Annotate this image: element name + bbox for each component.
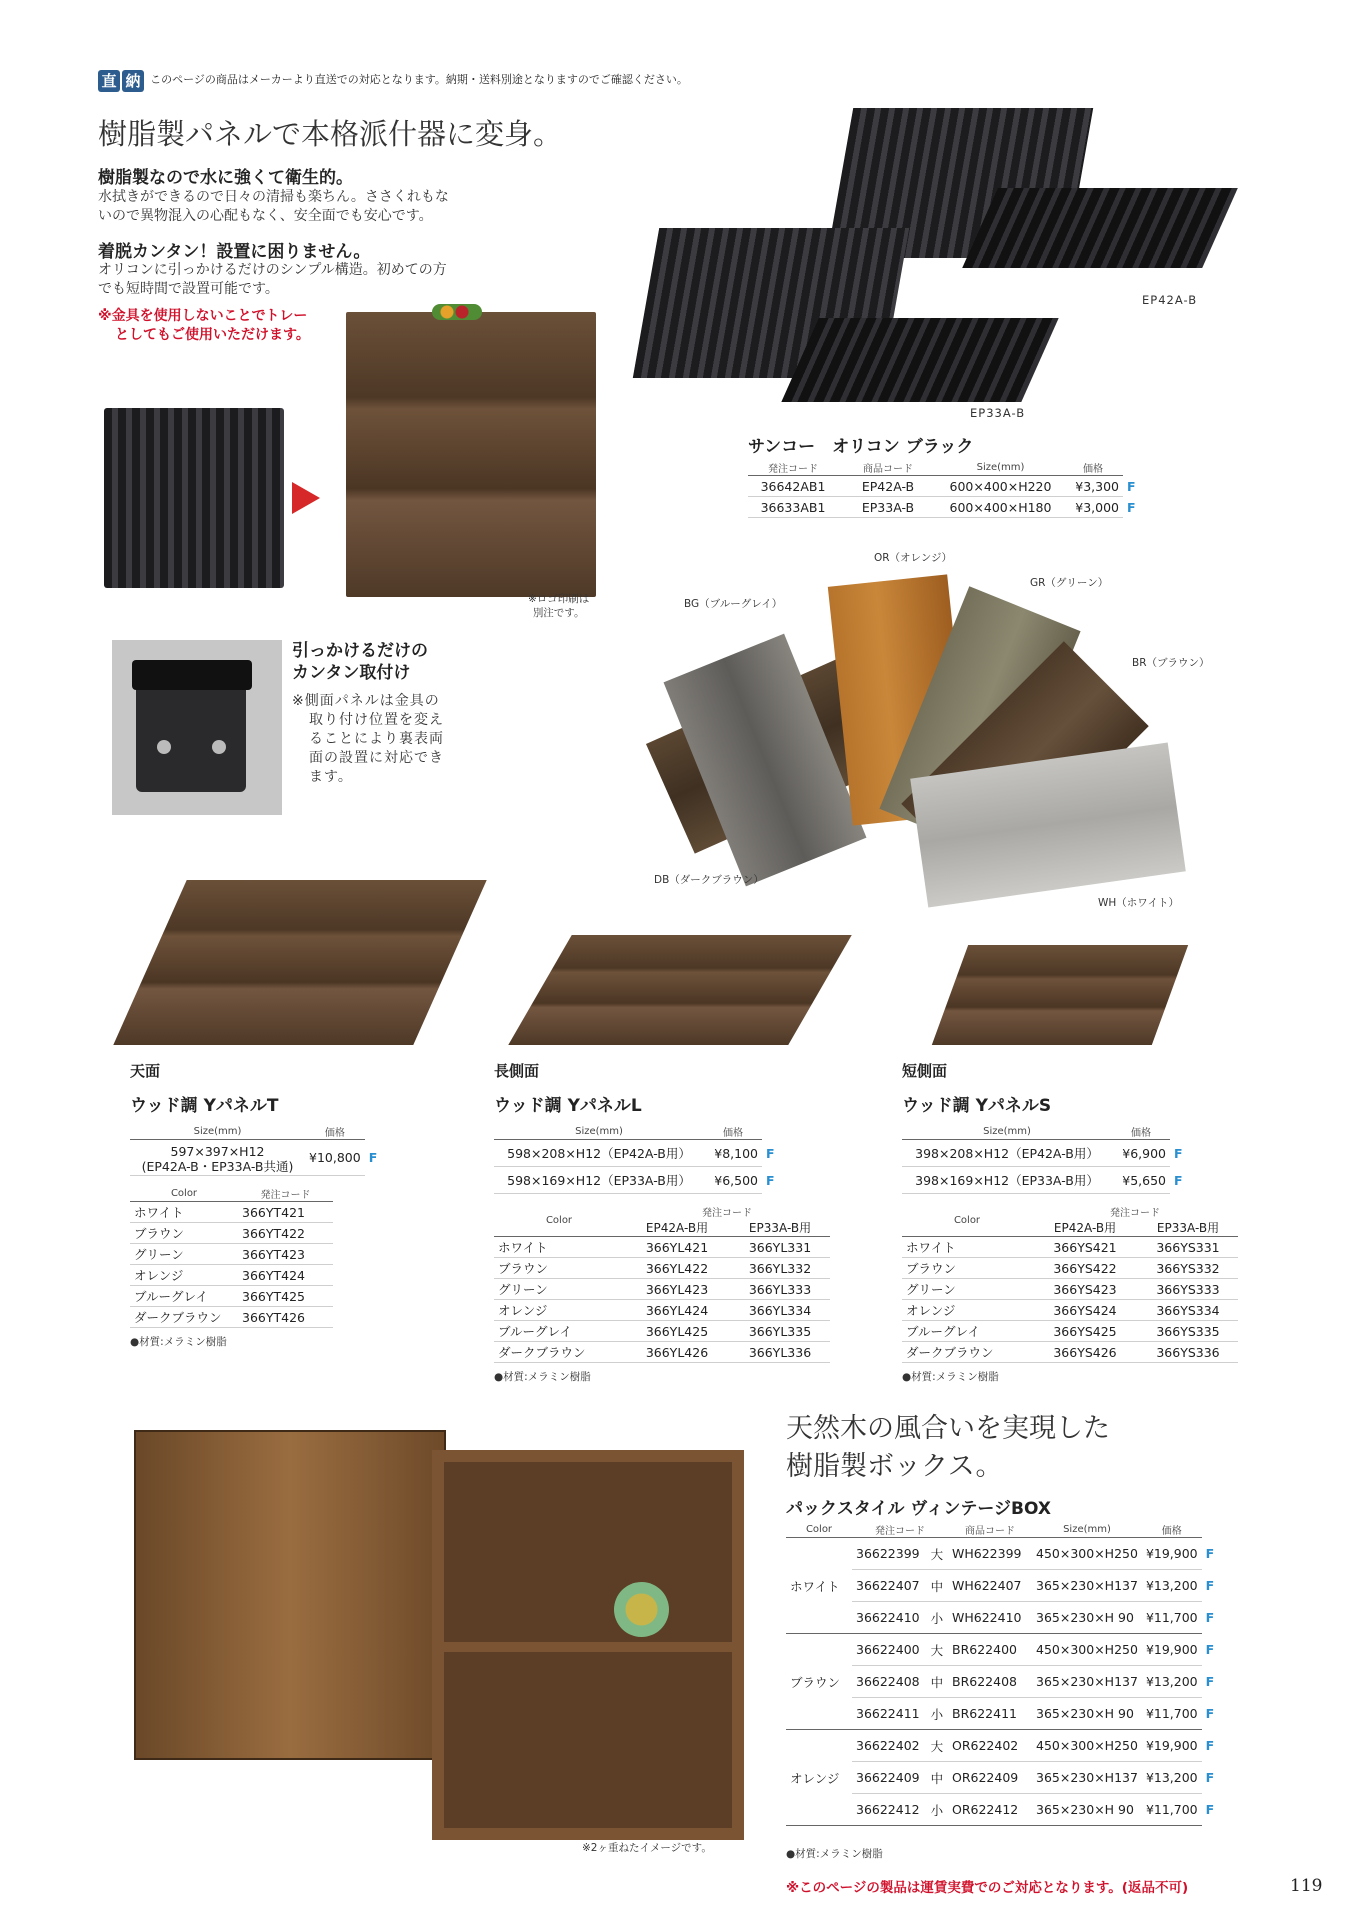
table-row	[902, 1258, 1238, 1279]
box-title	[786, 1410, 1110, 1486]
product-code: BR622411	[948, 1698, 1032, 1730]
intro-paragraph-1	[98, 188, 449, 226]
size: 365×230×H137	[1032, 1762, 1142, 1794]
order-code: 36622409	[852, 1762, 927, 1794]
table-row	[494, 1300, 830, 1321]
color: ダークブラウン	[494, 1342, 624, 1363]
th-order-code: 発注コード	[1110, 1208, 1160, 1219]
size-class: 大	[927, 1634, 948, 1666]
table-row	[130, 1223, 333, 1244]
order-code: 366YL333	[730, 1279, 830, 1300]
table-row	[902, 1342, 1238, 1363]
size-class: 小	[927, 1794, 948, 1826]
price: ¥19,900	[1142, 1538, 1202, 1570]
color: ブラウン	[786, 1634, 852, 1730]
product-code: WH622410	[948, 1602, 1032, 1634]
th-price: 価格	[1063, 460, 1123, 476]
box-material: ●材質:メラミン樹脂	[786, 1848, 883, 1860]
order-code: 366YL335	[730, 1321, 830, 1342]
box-stack-front-image	[134, 1430, 446, 1760]
order-code: 36622407	[852, 1570, 927, 1602]
lid-ep42-image	[962, 188, 1238, 268]
order-code: 366YL425	[624, 1321, 730, 1342]
f-mark: F	[766, 1145, 775, 1161]
th-price: 価格	[305, 1124, 365, 1140]
logo-note-line2: 別注です。	[532, 607, 585, 619]
size: 365×230×H 90	[1032, 1698, 1142, 1730]
th-order-code: 発注コード	[852, 1522, 948, 1538]
panel-l-name: ウッド調 YパネルL	[494, 1096, 642, 1116]
color: ダークブラウン	[130, 1307, 238, 1328]
panel-l-section	[494, 1060, 830, 1384]
header-notice	[98, 70, 688, 92]
table-row	[130, 1140, 381, 1176]
color: ブルーグレイ	[902, 1321, 1032, 1342]
panel-t-section	[130, 1060, 381, 1349]
th-price: 価格	[1142, 1522, 1202, 1538]
size	[130, 1140, 305, 1176]
price: ¥6,500	[704, 1167, 762, 1194]
th-ep33: EP33A-B用	[730, 1219, 830, 1237]
th-ep42: EP42A-B用	[624, 1219, 730, 1237]
table-row	[902, 1140, 1187, 1167]
table-row	[902, 1300, 1238, 1321]
page-number: 119	[1290, 1876, 1323, 1896]
panel-l-color-table	[494, 1204, 830, 1363]
size-class: 大	[927, 1538, 948, 1570]
product-code: BR622408	[948, 1666, 1032, 1698]
order-code: 366YL331	[730, 1237, 830, 1258]
color: ホワイト	[786, 1538, 852, 1634]
size: 598×169×H12（EP33A-B用）	[494, 1167, 704, 1194]
order-code: 366YS336	[1138, 1342, 1238, 1363]
box-stack-open-image	[432, 1450, 744, 1840]
color-label-db: DB（ダークブラウン）	[654, 874, 764, 886]
table-row	[494, 1167, 779, 1194]
color: ホワイト	[902, 1237, 1032, 1258]
panel-s-material: ●材質:メラミン樹脂	[902, 1371, 999, 1383]
table-row	[494, 1279, 830, 1300]
size-class: 中	[927, 1762, 948, 1794]
panel-t-color-table	[130, 1186, 333, 1328]
product-code: EP42A-B	[838, 476, 938, 497]
f-mark: F	[1127, 478, 1136, 494]
oricon-table	[748, 460, 1140, 518]
stack-note: ※2ヶ重ねたイメージです。	[582, 1842, 712, 1854]
tray-note-line2: としてもご使用いただけます。	[115, 327, 310, 343]
price: ¥19,900	[1142, 1634, 1202, 1666]
price: ¥11,700	[1142, 1794, 1202, 1826]
panel-s-image	[932, 945, 1188, 1045]
table-row	[902, 1237, 1238, 1258]
size: 450×300×H250	[1032, 1730, 1142, 1762]
order-code: 366YS331	[1138, 1237, 1238, 1258]
hook-title-line1: 引っかけるだけの	[292, 641, 428, 661]
th-order-code: 発注コード	[748, 460, 838, 476]
price: ¥8,100	[704, 1140, 762, 1167]
panel-t-section-label: 天面	[130, 1062, 161, 1080]
arrow-right-icon	[292, 482, 320, 514]
th-size: Size(mm)	[130, 1124, 305, 1140]
order-code: 366YS335	[1138, 1321, 1238, 1342]
box-title-line1: 天然木の風合いを実現した	[786, 1413, 1110, 1444]
th-order-code: 発注コード	[238, 1186, 333, 1202]
color: オレンジ	[902, 1300, 1032, 1321]
color: ブラウン	[494, 1258, 624, 1279]
direct-badge: 直	[98, 70, 120, 92]
box-table	[786, 1522, 1218, 1826]
order-code: 366YL424	[624, 1300, 730, 1321]
f-mark: F	[1205, 1738, 1215, 1753]
table-row	[902, 1279, 1238, 1300]
intro-p1-line1: 水拭きができるので日々の清掃も楽ちん。ささくれもな	[98, 189, 449, 205]
size-line2: (EP42A-B・EP33A-B共通)	[141, 1159, 294, 1174]
order-code: 366YT423	[238, 1244, 333, 1265]
table-row	[494, 1140, 779, 1167]
size: 450×300×H250	[1032, 1634, 1142, 1666]
f-mark: F	[1205, 1674, 1215, 1689]
price: ¥13,200	[1142, 1762, 1202, 1794]
table-row	[748, 497, 1140, 518]
table-row	[902, 1321, 1238, 1342]
panel-s-section	[902, 1060, 1238, 1384]
intro-p1-line2: いので異物混入の心配もなく、安全面でも安心です。	[98, 208, 433, 224]
size-class: 中	[927, 1570, 948, 1602]
order-code: 366YT426	[238, 1307, 333, 1328]
color: ブラウン	[130, 1223, 238, 1244]
price: ¥5,650	[1112, 1167, 1170, 1194]
size: 365×230×H 90	[1032, 1794, 1142, 1826]
color: オレンジ	[786, 1730, 852, 1826]
order-code: 36642AB1	[748, 476, 838, 497]
panel-s-size-table	[902, 1124, 1187, 1194]
order-code: 366YL421	[624, 1237, 730, 1258]
table-row	[786, 1730, 1218, 1762]
f-mark: F	[766, 1172, 775, 1188]
hook-note-line: ※側面パネルは金具の	[292, 693, 440, 709]
size: 398×208×H12（EP42A-B用）	[902, 1140, 1112, 1167]
price: ¥19,900	[1142, 1730, 1202, 1762]
order-code: 366YL422	[624, 1258, 730, 1279]
th-size: Size(mm)	[494, 1124, 704, 1140]
price: ¥3,300	[1063, 476, 1123, 497]
th-product-code: 商品コード	[838, 460, 938, 476]
box-title-line2: 樹脂製ボックス。	[786, 1451, 1003, 1482]
color-label-or: OR（オレンジ）	[874, 552, 953, 564]
panel-l-material: ●材質:メラミン樹脂	[494, 1371, 591, 1383]
price: ¥11,700	[1142, 1602, 1202, 1634]
th-color: Color	[130, 1186, 238, 1202]
size-line1: 597×397×H12	[170, 1144, 265, 1159]
hook-note-line: 取り付け位置を変え	[309, 712, 444, 728]
f-mark: F	[1127, 499, 1136, 515]
table-row	[494, 1342, 830, 1363]
th-color: Color	[902, 1204, 1032, 1237]
product-code: WH622407	[948, 1570, 1032, 1602]
order-code: 366YS423	[1032, 1279, 1138, 1300]
size: 450×300×H250	[1032, 1538, 1142, 1570]
th-size: Size(mm)	[938, 460, 1063, 476]
price: ¥11,700	[1142, 1698, 1202, 1730]
table-row	[786, 1538, 1218, 1570]
price: ¥10,800	[305, 1140, 365, 1176]
size: 365×230×H137	[1032, 1666, 1142, 1698]
order-code: 366YL332	[730, 1258, 830, 1279]
color: ブルーグレイ	[130, 1286, 238, 1307]
table-row	[494, 1321, 830, 1342]
product-code: EP33A-B	[838, 497, 938, 518]
color-label-br: BR（ブラウン）	[1132, 657, 1210, 669]
color-label-wh: WH（ホワイト）	[1098, 897, 1179, 909]
delivery-badge: 納	[122, 70, 144, 92]
tray-note-line1: ※金具を使用しないことでトレー	[98, 308, 308, 324]
panel-l-image	[508, 935, 852, 1045]
color: オレンジ	[130, 1265, 238, 1286]
th-color: Color	[494, 1204, 624, 1237]
f-mark: F	[1174, 1172, 1183, 1188]
f-mark: F	[1205, 1578, 1215, 1593]
color: ホワイト	[130, 1202, 238, 1223]
panel-s-color-table	[902, 1204, 1238, 1363]
f-mark: F	[1205, 1706, 1215, 1721]
color: グリーン	[130, 1244, 238, 1265]
size-class: 小	[927, 1602, 948, 1634]
order-code: 366YS425	[1032, 1321, 1138, 1342]
crate-ep42-label: EP42A-B	[1142, 293, 1198, 307]
table-row	[902, 1167, 1187, 1194]
f-mark: F	[1205, 1546, 1215, 1561]
th-ep42: EP42A-B用	[1032, 1219, 1138, 1237]
hook-title-line2: カンタン取付け	[292, 663, 411, 683]
color: ホワイト	[494, 1237, 624, 1258]
size: 365×230×H 90	[1032, 1602, 1142, 1634]
order-code: 366YS333	[1138, 1279, 1238, 1300]
order-code: 366YS426	[1032, 1342, 1138, 1363]
th-price: 価格	[704, 1124, 762, 1140]
logo-note-line1: ※ロゴ印刷は	[528, 593, 590, 605]
footer-note: ※このページの製品は運賃実費でのご対応となります。(返品不可)	[786, 1880, 1189, 1896]
order-code: 366YL423	[624, 1279, 730, 1300]
size: 398×169×H12（EP33A-B用）	[902, 1167, 1112, 1194]
lid-ep33-image	[781, 318, 1058, 402]
hook-note-line: 面の設置に対応でき	[309, 750, 444, 766]
th-product-code: 商品コード	[948, 1522, 1032, 1538]
size: 365×230×H137	[1032, 1570, 1142, 1602]
order-code: 366YS334	[1138, 1300, 1238, 1321]
order-code: 36633AB1	[748, 497, 838, 518]
intro-heading-2: 着脱カンタン！設置に困りません。	[98, 242, 371, 262]
table-row	[130, 1286, 333, 1307]
intro-heading-1: 樹脂製なので水に強くて衛生的。	[98, 168, 353, 188]
box-name: パックスタイル ヴィンテージBOX	[786, 1499, 1051, 1519]
crate-ep33-label: EP33A-B	[970, 406, 1026, 420]
table-row	[494, 1258, 830, 1279]
order-code: 366YS424	[1032, 1300, 1138, 1321]
order-code: 366YS421	[1032, 1237, 1138, 1258]
panel-t-name: ウッド調 YパネルT	[130, 1096, 279, 1116]
product-code: OR622412	[948, 1794, 1032, 1826]
intro-p2-line1: オリコンに引っかけるだけのシンプル構造。初めての方	[98, 262, 447, 278]
hook-note-line: ることにより裏表両	[309, 731, 444, 747]
size-class: 中	[927, 1666, 948, 1698]
panel-t-size-table	[130, 1124, 381, 1176]
oricon-title: サンコー オリコン ブラック	[748, 437, 974, 457]
th-size: Size(mm)	[1032, 1522, 1142, 1538]
color: ダークブラウン	[902, 1342, 1032, 1363]
order-code: 36622402	[852, 1730, 927, 1762]
order-code: 36622411	[852, 1698, 927, 1730]
color: ブラウン	[902, 1258, 1032, 1279]
product-code: OR622402	[948, 1730, 1032, 1762]
color: グリーン	[902, 1279, 1032, 1300]
table-row	[786, 1634, 1218, 1666]
table-row	[130, 1307, 333, 1328]
product-code: BR622400	[948, 1634, 1032, 1666]
order-code: 36622400	[852, 1634, 927, 1666]
table-row	[130, 1265, 333, 1286]
intro-paragraph-2	[98, 261, 447, 299]
panel-t-material: ●材質:メラミン樹脂	[130, 1336, 227, 1348]
product-code: OR622409	[948, 1762, 1032, 1794]
th-price: 価格	[1112, 1124, 1170, 1140]
color-label-gr: GR（グリーン）	[1030, 577, 1109, 589]
price: ¥13,200	[1142, 1570, 1202, 1602]
th-order-code: 発注コード	[702, 1208, 752, 1219]
color: グリーン	[494, 1279, 624, 1300]
table-row	[494, 1237, 830, 1258]
f-mark: F	[1174, 1145, 1183, 1161]
order-code: 366YT424	[238, 1265, 333, 1286]
f-mark: F	[1205, 1770, 1215, 1785]
table-row	[130, 1244, 333, 1265]
f-mark: F	[368, 1150, 378, 1165]
hook-bracket-image	[112, 640, 282, 815]
panel-t-image	[113, 880, 486, 1045]
fruit-decoration-image	[432, 304, 482, 320]
f-mark: F	[1205, 1610, 1215, 1625]
price: ¥6,900	[1112, 1140, 1170, 1167]
notice-text: このページの商品はメーカーより直送での対応となります。納期・送料別途となりますのでご確認ください。	[150, 73, 688, 86]
th-size: Size(mm)	[902, 1124, 1112, 1140]
hook-note	[292, 692, 444, 787]
f-mark: F	[1205, 1802, 1215, 1817]
panel-s-name: ウッド調 YパネルS	[902, 1096, 1052, 1116]
panel-l-section-label: 長側面	[494, 1062, 540, 1080]
order-code: 36622399	[852, 1538, 927, 1570]
color: オレンジ	[494, 1300, 624, 1321]
order-code: 366YT422	[238, 1223, 333, 1244]
th-color: Color	[786, 1522, 852, 1538]
price: ¥3,000	[1063, 497, 1123, 518]
order-code: 366YS422	[1032, 1258, 1138, 1279]
tray-note	[98, 307, 310, 345]
intro-p2-line2: でも短時間で設置可能です。	[98, 281, 279, 297]
order-code: 366YT425	[238, 1286, 333, 1307]
hook-note-line: ます。	[309, 769, 353, 785]
order-code: 36622410	[852, 1602, 927, 1634]
size: 598×208×H12（EP42A-B用）	[494, 1140, 704, 1167]
table-row	[748, 476, 1140, 497]
product-code: WH622399	[948, 1538, 1032, 1570]
table-row	[130, 1202, 333, 1223]
logo-print-note	[528, 592, 589, 620]
color-label-bg: BG（ブルーグレイ）	[684, 598, 783, 610]
size: 600×400×H180	[938, 497, 1063, 518]
intro-title: 樹脂製パネルで本格派什器に変身。	[98, 117, 563, 151]
price: ¥13,200	[1142, 1666, 1202, 1698]
size-class: 小	[927, 1698, 948, 1730]
panel-covered-crate-image	[346, 312, 596, 597]
hook-title	[292, 640, 428, 684]
order-code: 366YT421	[238, 1202, 333, 1223]
panel-s-section-label: 短側面	[902, 1062, 948, 1080]
plain-crate-stack-image	[104, 408, 284, 588]
size-class: 大	[927, 1730, 948, 1762]
order-code: 36622412	[852, 1794, 927, 1826]
color: ブルーグレイ	[494, 1321, 624, 1342]
th-ep33: EP33A-B用	[1138, 1219, 1238, 1237]
order-code: 366YL426	[624, 1342, 730, 1363]
order-code: 366YS332	[1138, 1258, 1238, 1279]
panel-l-size-table	[494, 1124, 779, 1194]
f-mark: F	[1205, 1642, 1215, 1657]
order-code: 36622408	[852, 1666, 927, 1698]
size: 600×400×H220	[938, 476, 1063, 497]
order-code: 366YL336	[730, 1342, 830, 1363]
order-code: 366YL334	[730, 1300, 830, 1321]
